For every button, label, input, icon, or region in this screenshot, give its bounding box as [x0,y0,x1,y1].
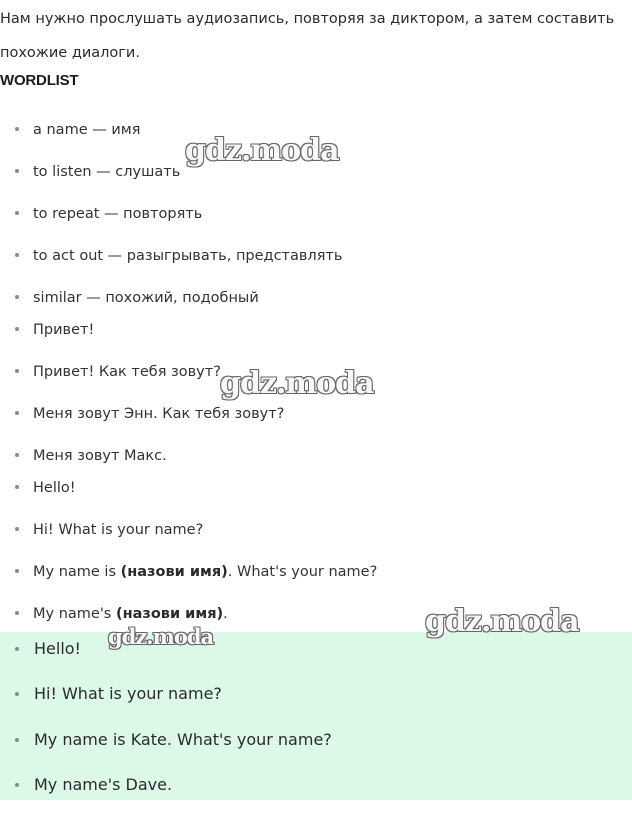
bullet-icon [15,327,19,331]
wordlist-item [15,290,259,306]
template-placeholder: (назови имя) [115,606,224,622]
bullet-icon [15,169,19,173]
answer-item [15,639,81,658]
bullet-icon [15,783,19,787]
wordlist-item-text: to repeat — повторять [33,206,203,222]
answer-text: My name's Dave. [34,775,173,794]
answer-item [15,684,222,703]
template-placeholder: (назови имя) [120,564,228,580]
template-before: My name's [33,606,116,622]
bullet-icon [15,611,19,615]
bullet-icon [15,295,19,299]
phrase-item [15,322,94,338]
watermark: gdz.moda [185,133,339,168]
phrase-item [15,406,284,422]
answer-item [15,775,172,794]
phrase-text: Меня зовут Макс. [33,448,167,464]
bullet-icon [15,738,19,742]
watermark: gdz.moda [220,366,374,401]
phrase-text: Привет! [33,322,95,338]
intro-line-2: похожие диалоги. [0,45,140,61]
bullet-icon [15,211,19,215]
phrase-text: Меня зовут Энн. Как тебя зовут? [33,406,285,422]
template-line [15,564,377,580]
intro-line-1: Нам нужно прослушать аудиозапись, повторяя за диктором, а затем составить [0,11,615,27]
wordlist-item [15,248,342,264]
answer-text: Hi! What is your name? [34,684,222,703]
wordlist-item-text: similar — похожий, подобный [33,290,259,306]
bullet-icon [15,647,19,651]
template-after: . [223,606,228,622]
bullet-icon [15,253,19,257]
phrase-text: Hello! [33,480,76,496]
bullet-icon [15,569,19,573]
wordlist-item [15,164,180,180]
answer-text: Hello! [34,639,81,658]
bullet-icon [15,692,19,696]
intro-text [0,2,632,70]
phrase-item [15,522,203,538]
answer-text: My name is Kate. What's your name? [34,730,332,749]
template-before: My name is [33,564,121,580]
wordlist-item [15,122,140,138]
wordlist-item-text: to listen — слушать [33,164,181,180]
template-line [15,606,228,622]
bullet-icon [15,527,19,531]
bullet-icon [15,411,19,415]
bullet-icon [15,369,19,373]
template-after: . What's your name? [227,564,378,580]
phrase-text: Hi! What is your name? [33,522,204,538]
bullet-icon [15,485,19,489]
bullet-icon [15,127,19,131]
watermark: gdz.moda [108,624,214,649]
answer-item [15,730,332,749]
watermark: gdz.moda [425,604,579,639]
wordlist-heading: WORDLIST [0,72,79,89]
phrase-item [15,364,221,380]
wordlist-item-text: a name — имя [33,122,141,138]
wordlist-item-text: to act out — разыгрывать, представлять [33,248,343,264]
bullet-icon [15,453,19,457]
phrase-item [15,480,76,496]
phrase-item [15,448,167,464]
wordlist-item [15,206,202,222]
phrase-text: Привет! Как тебя зовут? [33,364,221,380]
